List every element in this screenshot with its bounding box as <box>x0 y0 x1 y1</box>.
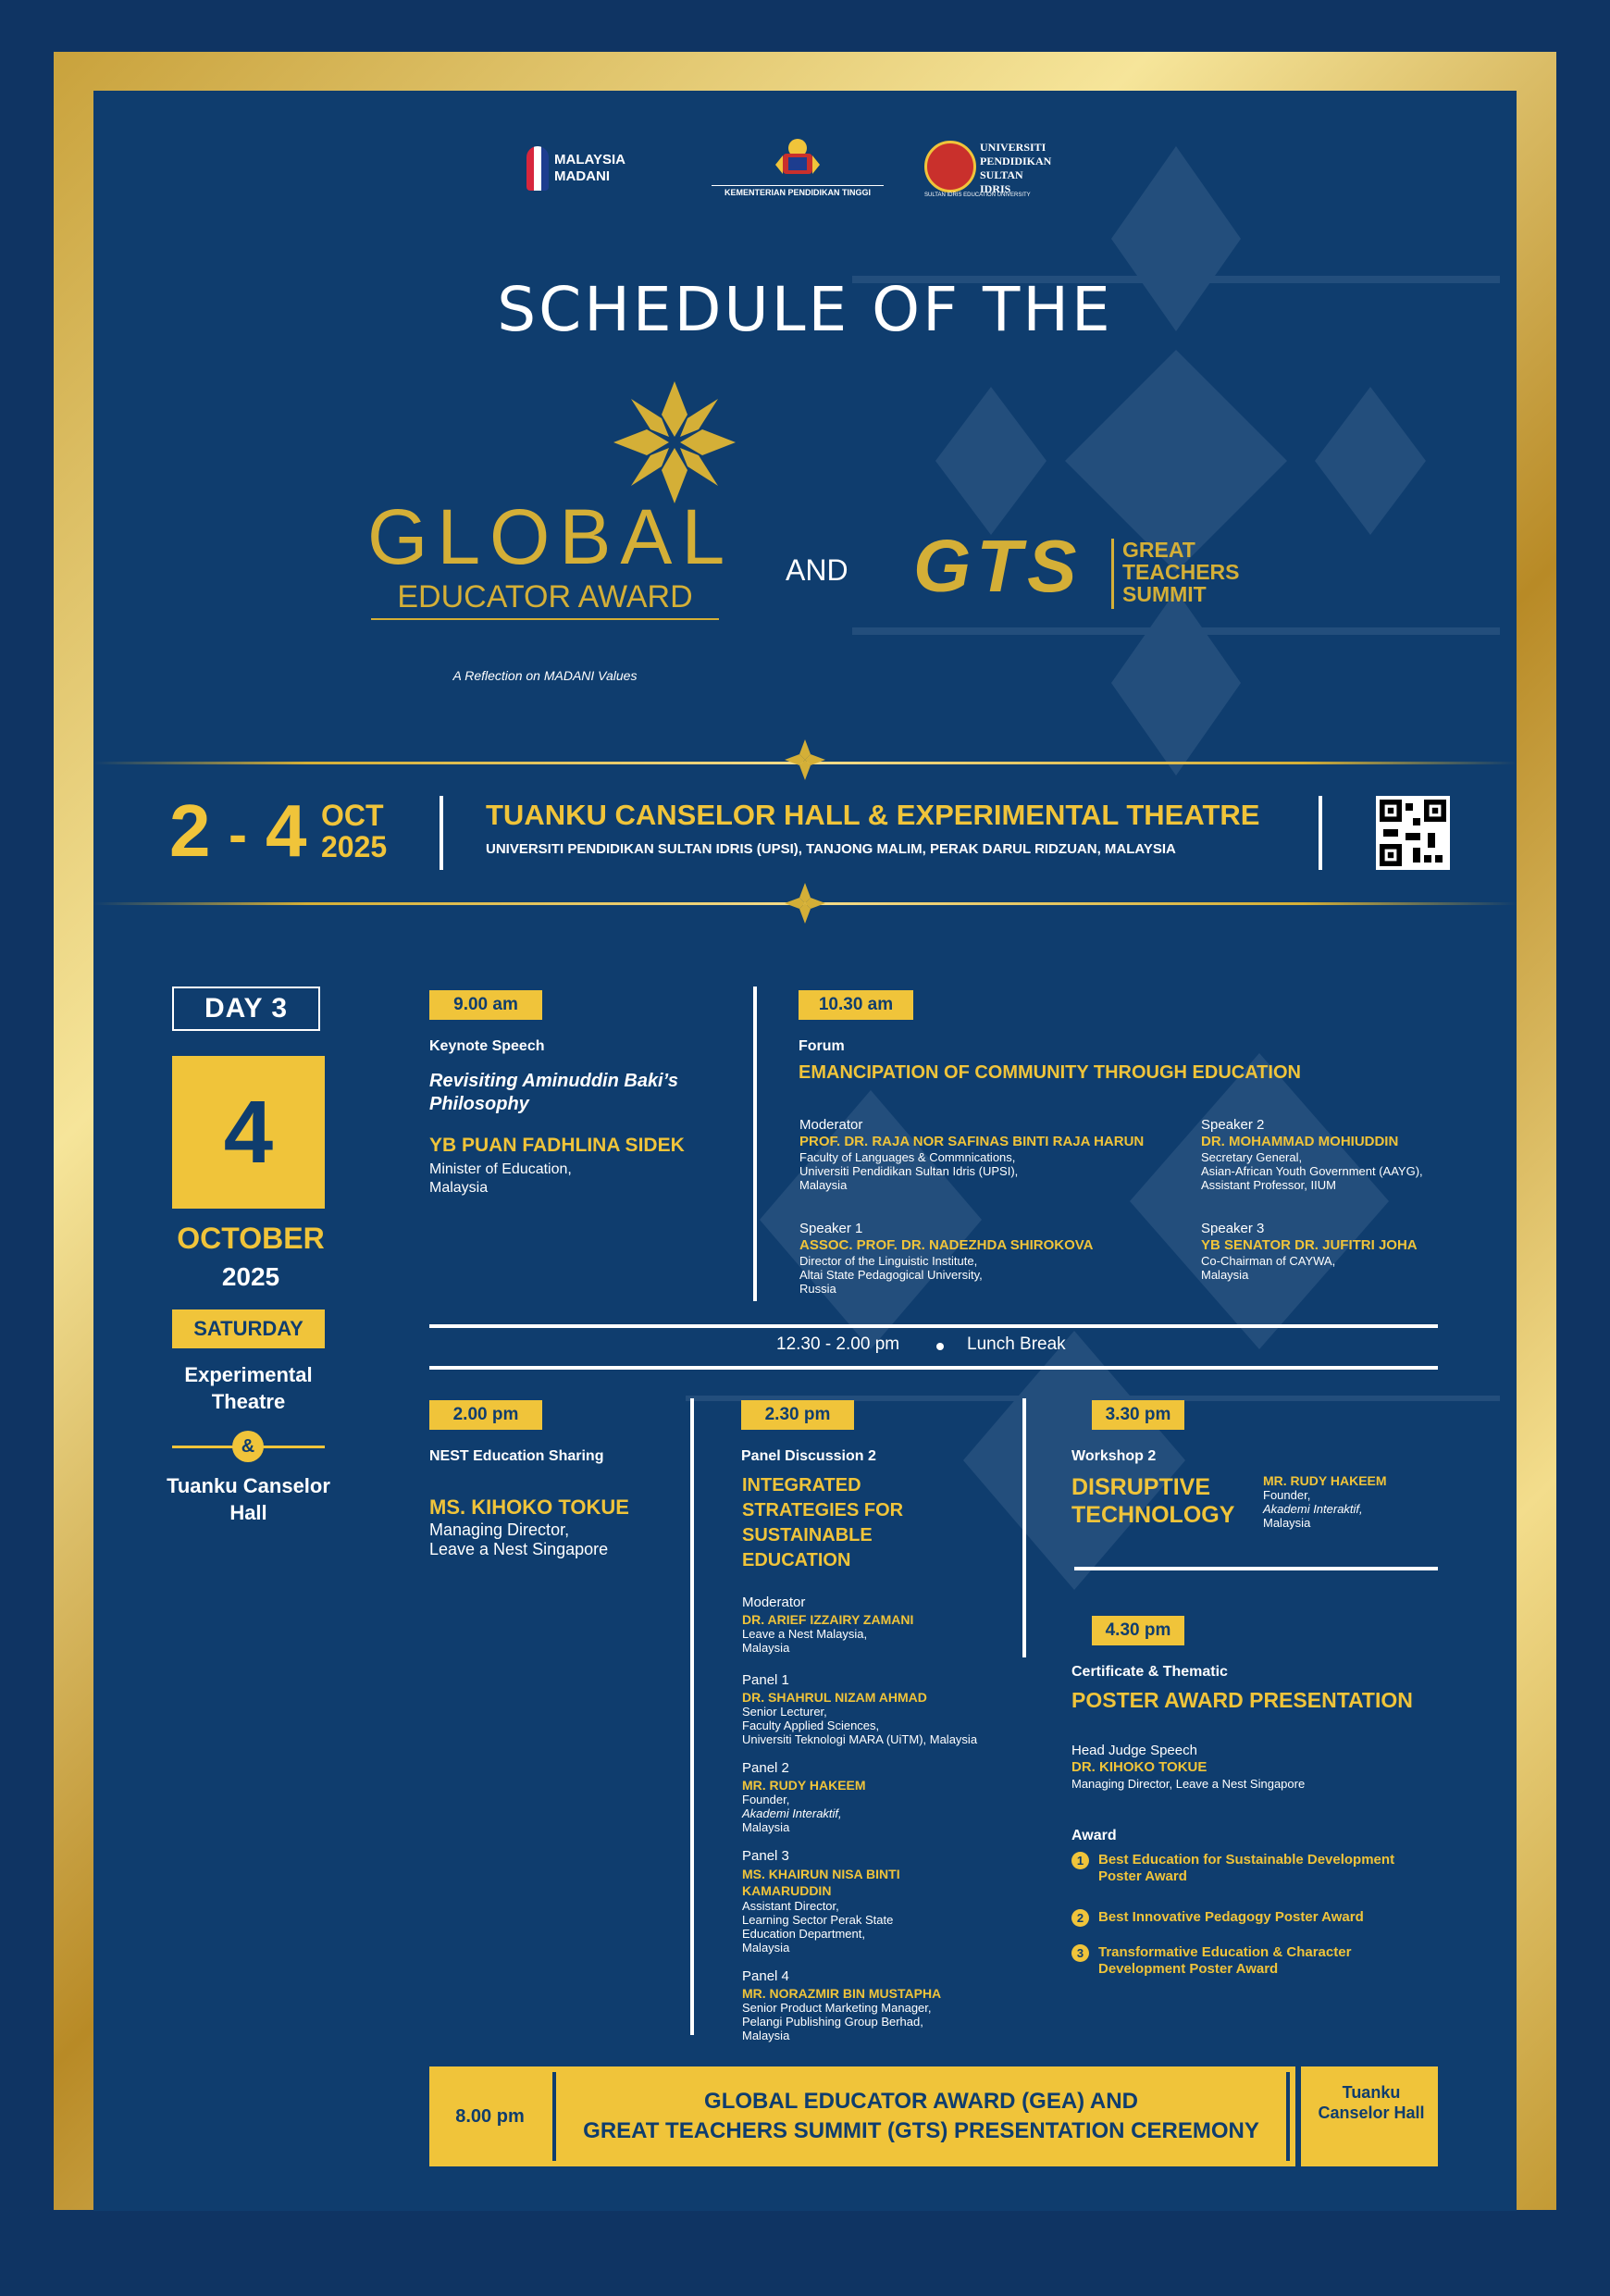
session-type-nest: NEST Education Sharing <box>429 1448 604 1464</box>
forum-speaker2-detail-2: Asian-African Youth Government (AAYG), <box>1201 1164 1423 1178</box>
event-day-end: 4 <box>266 789 307 872</box>
column-divider-2 <box>1022 1398 1026 1657</box>
session-type-panel: Panel Discussion 2 <box>741 1448 876 1464</box>
gts-text-1: GREAT <box>1122 538 1195 562</box>
time-badge-0900: 9.00 am <box>429 990 542 1020</box>
panel-1-detail-3: Universiti Teknologi MARA (UiTM), Malaysia <box>742 1732 978 1746</box>
forum-speaker3-role: Speaker 3 <box>1201 1221 1265 1236</box>
event-divider-right <box>1319 796 1322 870</box>
forum-speaker2-detail-1: Secretary General, <box>1201 1150 1303 1164</box>
and-label: AND <box>786 553 848 587</box>
forum-moderator-detail-1: Faculty of Languages & Commnications, <box>799 1150 1016 1164</box>
upsi-name-3: SULTAN IDRIS <box>980 168 1023 195</box>
panel-3-detail-1: Assistant Director, <box>742 1899 839 1913</box>
panel-2-role: Panel 2 <box>742 1760 789 1776</box>
panel-title: INTEGRATED STRATEGIES FOR SUSTAINABLE EDUCATION <box>742 1475 904 1570</box>
event-year: 2025 <box>321 830 388 863</box>
forum-speaker2-detail-3: Assistant Professor, IIUM <box>1201 1178 1336 1192</box>
madani-emblem-icon <box>526 146 549 191</box>
qr-code-icon[interactable] <box>1376 796 1450 870</box>
award-text-1: Best Education for Sustainable Development Poster Award <box>1098 1852 1395 1884</box>
column-divider-1 <box>690 1398 694 2035</box>
forum-moderator-detail-3: Malaysia <box>799 1178 848 1192</box>
event-address: UNIVERSITI PENDIDIKAN SULTAN IDRIS (UPSI), TANJONG MALIM, PERAK DARUL RIDZUAN, MALAYSIA <box>486 841 1176 857</box>
panel-2-name: MR. RUDY HAKEEM <box>742 1778 866 1793</box>
panel-3-detail-2: Learning Sector Perak State <box>742 1913 894 1927</box>
panel-moderator-detail-2: Malaysia <box>742 1641 790 1655</box>
panel-3-name: MS. KHAIRUN NISA BINTI KAMARUDDIN <box>742 1867 900 1898</box>
head-judge-role: Managing Director, Leave a Nest Singapore <box>1071 1777 1306 1791</box>
ministry-logo <box>712 137 884 204</box>
forum-speaker1-name: ASSOC. PROF. DR. NADEZHDA SHIROKOVA <box>799 1237 1094 1253</box>
nest-speaker: MS. KIHOKO TOKUE <box>429 1496 629 1519</box>
gts-text-2: TEACHERS <box>1122 560 1240 584</box>
day-venue-1: Experimental Theatre <box>184 1363 313 1413</box>
panel-2-detail-2: Akademi Interaktif, <box>742 1806 842 1820</box>
session-type-certificate: Certificate & Thematic <box>1071 1664 1228 1680</box>
nest-speaker-role-2: Leave a Nest Singapore <box>429 1540 609 1558</box>
forum-speaker2-role: Speaker 2 <box>1201 1117 1265 1133</box>
day-label: DAY 3 <box>172 987 320 1031</box>
lunch-label: Lunch Break <box>967 1334 1066 1354</box>
session-type-workshop: Workshop 2 <box>1071 1448 1157 1464</box>
gea-logo-underline <box>371 618 719 620</box>
madani-logo <box>526 143 628 198</box>
gea-tagline: A Reflection on MADANI Values <box>452 668 638 683</box>
lunch-dot <box>936 1343 944 1350</box>
day-month: OCTOBER <box>177 1222 325 1255</box>
award-text-2: Best Innovative Pedagogy Poster Award <box>1098 1909 1364 1925</box>
award-item-3 <box>1071 1944 1432 1978</box>
ceremony-time: 8.00 pm <box>455 2106 525 2127</box>
panel-3-detail-4: Malaysia <box>742 1941 790 1955</box>
ceremony-title-box <box>552 2072 1290 2161</box>
afternoon-separator <box>1074 1567 1438 1570</box>
madani-logo-text: MALAYSIA MADANI <box>554 152 625 184</box>
event-divider-left <box>440 796 443 870</box>
gts-text-3: SUMMIT <box>1122 582 1207 606</box>
gea-logo-subtitle: EDUCATOR AWARD <box>397 579 693 614</box>
keynote-title: Revisiting Aminuddin Baki’s Philosophy <box>429 1071 678 1114</box>
gts-mark: GTS <box>913 525 1083 607</box>
gea-logo-title: GLOBAL <box>367 493 735 580</box>
time-badge-1030: 10.30 am <box>799 990 913 1020</box>
event-venue: TUANKU CANSELOR HALL & EXPERIMENTAL THEATRE <box>486 799 1260 831</box>
lunch-line-bottom <box>429 1366 1438 1370</box>
ceremony-venue: Tuanku Canselor Hall <box>1318 2083 1425 2122</box>
forum-speaker1-detail-1: Director of the Linguistic Institute, <box>799 1254 978 1268</box>
panel-1-role: Panel 1 <box>742 1672 789 1688</box>
panel-3-role: Panel 3 <box>742 1848 789 1864</box>
workshop-speaker-detail-3: Malaysia <box>1263 1516 1311 1530</box>
panel-4-detail-1: Senior Product Marketing Manager, <box>742 2001 932 2015</box>
event-day-start: 2 <box>169 789 211 872</box>
keynote-speaker: YB PUAN FADHLINA SIDEK <box>429 1135 685 1156</box>
day-date: 4 <box>172 1056 325 1209</box>
forum-speaker1-role: Speaker 1 <box>799 1221 863 1236</box>
forum-speaker3-detail-1: Co-Chairman of CAYWA, <box>1201 1254 1336 1268</box>
panel-2-detail-1: Founder, <box>742 1793 790 1806</box>
nest-speaker-role-1: Managing Director, <box>429 1520 570 1539</box>
award-item-2 <box>1071 1909 1432 1927</box>
ceremony-venue-separator <box>1295 2066 1301 2166</box>
ceremony-title-2: GREAT TEACHERS SUMMIT (GTS) PRESENTATION CEREMONY <box>583 2118 1259 2143</box>
panel-moderator-detail-1: Leave a Nest Malaysia, <box>742 1627 868 1641</box>
panel-2-detail-3: Malaysia <box>742 1820 790 1834</box>
panel-1-detail-2: Faculty Applied Sciences, <box>742 1719 880 1732</box>
poster-award-title: POSTER AWARD PRESENTATION <box>1071 1688 1413 1712</box>
panel-1-name: DR. SHAHRUL NIZAM AHMAD <box>742 1690 927 1705</box>
page-title: SCHEDULE OF THE <box>497 274 1113 345</box>
panel-4-role: Panel 4 <box>742 1968 789 1984</box>
forum-speaker1-detail-2: Altai State Pedagogical University, <box>799 1268 983 1282</box>
time-badge-1400: 2.00 pm <box>429 1400 542 1430</box>
forum-speaker3-detail-2: Malaysia <box>1201 1268 1249 1282</box>
lunch-line-top <box>429 1324 1438 1328</box>
event-dash: - <box>229 803 247 865</box>
award-number-1: 1 <box>1071 1852 1089 1869</box>
forum-speaker2-name: DR. MOHAMMAD MOHIUDDIN <box>1201 1134 1399 1149</box>
head-judge-name: DR. KIHOKO TOKUE <box>1071 1759 1208 1775</box>
panel-moderator-role: Moderator <box>742 1595 806 1610</box>
day-venue-amp: & <box>232 1431 264 1462</box>
keynote-speaker-role: Minister of Education, Malaysia <box>429 1161 572 1196</box>
panel-3-detail-3: Education Department, <box>742 1927 865 1941</box>
panel-4-detail-2: Pelangi Publishing Group Berhad, <box>742 2015 923 2029</box>
panel-moderator-name: DR. ARIEF IZZAIRY ZAMANI <box>742 1612 914 1627</box>
award-number-3: 3 <box>1071 1944 1089 1962</box>
forum-moderator-role: Moderator <box>799 1117 863 1133</box>
panel-4-detail-3: Malaysia <box>742 2029 790 2042</box>
lunch-time: 12.30 - 2.00 pm <box>776 1334 900 1354</box>
award-text-3: Transformative Education & Character Development Poster Award <box>1098 1944 1352 1977</box>
session-type-keynote: Keynote Speech <box>429 1038 545 1054</box>
event-month: OCT <box>321 799 384 832</box>
background-pattern <box>852 109 1500 813</box>
workshop-speaker-detail-1: Founder, <box>1263 1488 1311 1502</box>
day-weekday: SATURDAY <box>172 1309 325 1348</box>
forum-speaker3-name: YB SENATOR DR. JUFITRI JOHA <box>1201 1237 1418 1253</box>
forum-moderator-detail-2: Universiti Pendidikan Sultan Idris (UPSI), <box>799 1164 1019 1178</box>
forum-moderator-name: PROF. DR. RAJA NOR SAFINAS BINTI RAJA HARUN <box>799 1134 1145 1149</box>
session-type-forum: Forum <box>799 1038 845 1054</box>
ministry-name: KEMENTERIAN PENDIDIKAN TINGGI <box>712 185 884 197</box>
upsi-logo <box>924 139 1054 202</box>
upsi-name-1: UNIVERSITI <box>980 141 1046 154</box>
day-year: 2025 <box>221 1262 280 1291</box>
award-label: Award <box>1071 1828 1117 1843</box>
workshop-title: DISRUPTIVE TECHNOLOGY <box>1071 1474 1235 1528</box>
workshop-speaker: MR. RUDY HAKEEM <box>1263 1473 1387 1488</box>
award-number-2: 2 <box>1071 1909 1089 1927</box>
gts-divider <box>1111 539 1114 609</box>
award-item-1 <box>1071 1852 1432 1885</box>
head-judge-label: Head Judge Speech <box>1071 1743 1197 1758</box>
forum-speaker1-detail-3: Russia <box>799 1282 836 1296</box>
time-badge-1530: 3.30 pm <box>1092 1400 1184 1430</box>
ornament-star-icon-2 <box>784 882 826 925</box>
upsi-crest-icon <box>924 141 976 192</box>
workshop-speaker-detail-2: Akademi Interaktif, <box>1263 1502 1363 1516</box>
time-badge-1630: 4.30 pm <box>1092 1616 1184 1645</box>
time-badge-1430: 2.30 pm <box>741 1400 854 1430</box>
column-divider-morning <box>753 987 757 1301</box>
panel-1-detail-1: Senior Lecturer, <box>742 1705 827 1719</box>
day-venue-2: Tuanku Canselor Hall <box>167 1474 330 1524</box>
forum-title: EMANCIPATION OF COMMUNITY THROUGH EDUCATION <box>799 1062 1301 1083</box>
snowflake-star-icon <box>610 378 739 507</box>
coat-of-arms-icon <box>772 137 824 180</box>
ornament-star-icon <box>784 738 826 781</box>
poster-panel <box>93 91 1517 2211</box>
upsi-subtitle: SULTAN IDRIS EDUCATION UNIVERSITY <box>924 192 1031 198</box>
ceremony-title-1: GLOBAL EDUCATOR AWARD (GEA) AND <box>704 2089 1138 2114</box>
panel-4-name: MR. NORAZMIR BIN MUSTAPHA <box>742 1986 942 2001</box>
upsi-name-2: PENDIDIKAN <box>980 155 1052 168</box>
